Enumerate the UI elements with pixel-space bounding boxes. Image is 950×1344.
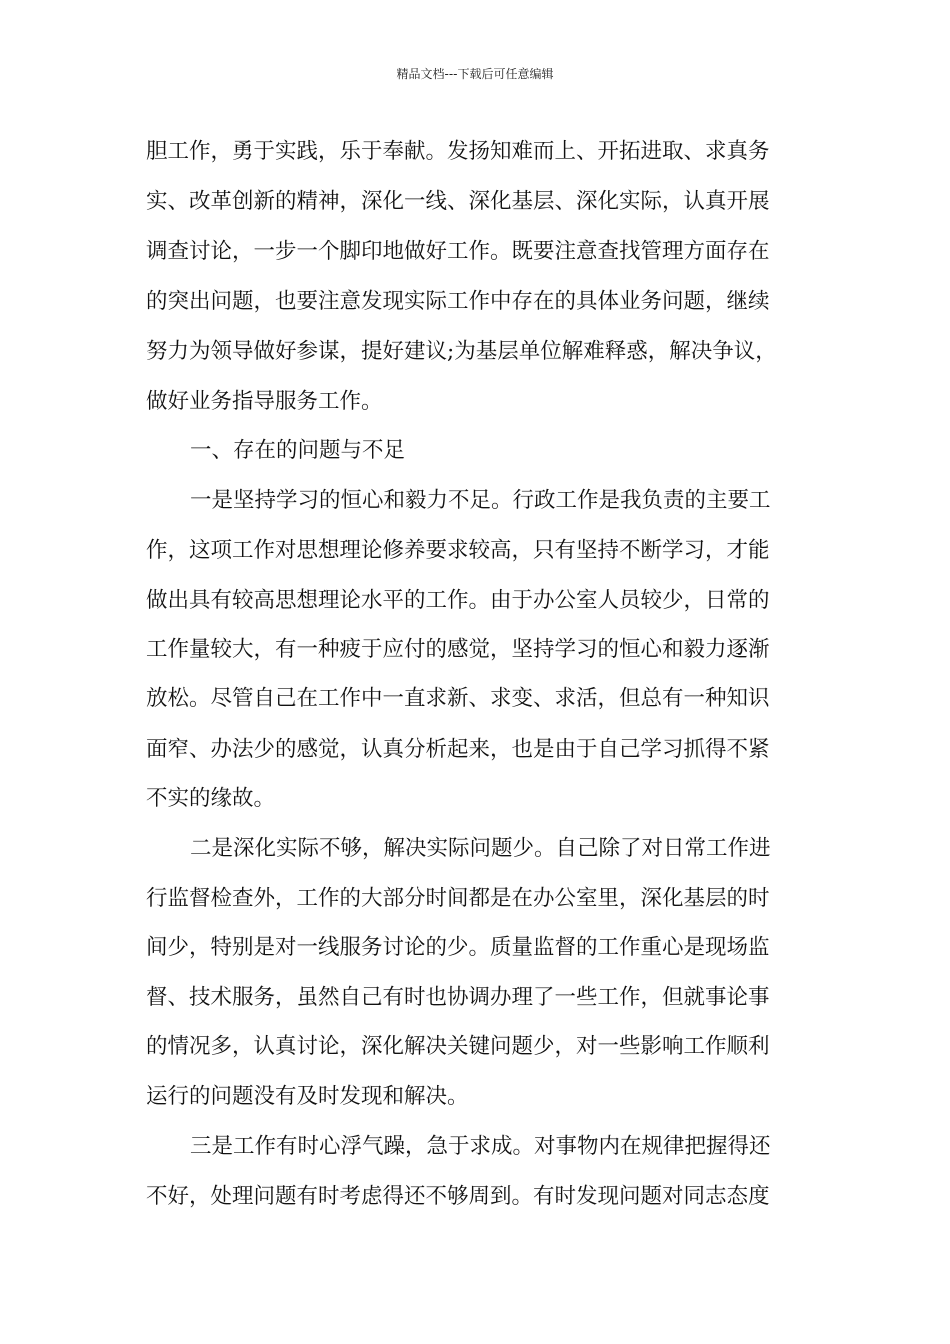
- text-line: 二是深化实际不够，解决实际问题少。自己除了对日常工作进: [190, 836, 771, 861]
- text-line: 不好，处理问题有时考虑得还不够周到。有时发现问题对同志态度: [146, 1184, 770, 1209]
- text-line: 行监督检查外，工作的大部分时间都是在办公室里，深化基层的时: [146, 886, 770, 911]
- text-line: 一是坚持学习的恒心和毅力不足。行政工作是我负责的主要工: [190, 488, 771, 513]
- section-heading: 一、存在的问题与不足: [190, 438, 406, 463]
- text-line: 运行的问题没有及时发现和解决。: [146, 1084, 469, 1109]
- text-line: 胆工作，勇于实践，乐于奉献。发扬知难而上、开拓进取、求真务: [146, 139, 770, 164]
- text-line: 做好业务指导服务工作。: [146, 389, 383, 414]
- text-line: 的情况多，认真讨论，深化解决关键问题少，对一些影响工作顺利: [146, 1034, 770, 1059]
- text-line: 实、改革创新的精神，深化一线、深化基层、深化实际，认真开展: [146, 189, 770, 214]
- text-line: 努力为领导做好参谋，提好建议;为基层单位解难释惑，解决争议，: [146, 339, 777, 364]
- text-line: 做出具有较高思想理论水平的工作。由于办公室人员较少，日常的: [146, 588, 770, 613]
- text-line: 调查讨论，一步一个脚印地做好工作。既要注意查找管理方面存在: [146, 239, 770, 264]
- text-line: 间少，特别是对一线服务讨论的少。质量监督的工作重心是现场监: [146, 935, 770, 960]
- text-line: 工作量较大，有一种疲于应付的感觉，坚持学习的恒心和毅力逐渐: [146, 637, 770, 662]
- text-line: 三是工作有时心浮气躁，急于求成。对事物内在规律把握得还: [190, 1134, 771, 1159]
- text-line: 的突出问题，也要注意发现实际工作中存在的具体业务问题，继续: [146, 289, 770, 314]
- text-line: 不实的缘故。: [146, 786, 276, 811]
- text-line: 面窄、办法少的感觉，认真分析起来，也是由于自己学习抓得不紧: [146, 737, 770, 762]
- text-line: 督、技术服务，虽然自己有时也协调办理了一些工作，但就事论事: [146, 985, 770, 1010]
- text-line: 放松。尽管自己在工作中一直求新、求变、求活，但总有一种知识: [146, 686, 770, 711]
- page-header: 精品文档---下载后可任意编辑: [396, 67, 554, 81]
- text-line: 作，这项工作对思想理论修养要求较高，只有坚持不断学习，才能: [146, 538, 770, 563]
